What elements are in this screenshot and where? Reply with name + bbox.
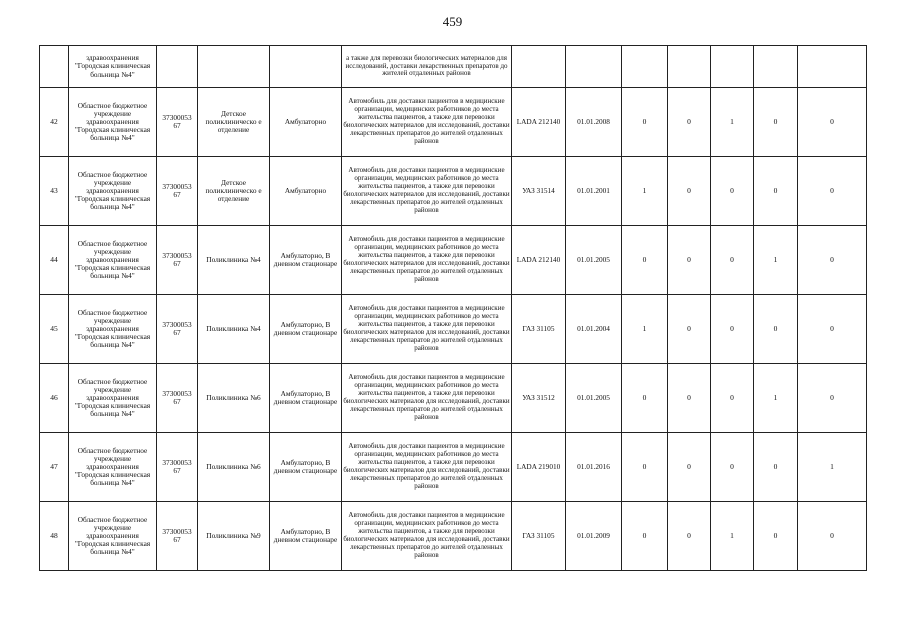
- table-row: [40, 226, 867, 295]
- cell-care-type: Амбулаторно, В дневном стационаре: [270, 364, 342, 433]
- cell-model: [512, 46, 566, 88]
- cell-date: 01.01.2016: [566, 433, 622, 502]
- cell-care-type: Амбулаторно: [270, 157, 342, 226]
- cell-model: УАЗ 31512: [512, 364, 566, 433]
- cell-flag-5: 0: [798, 295, 867, 364]
- cell-model: LADA 212140: [512, 88, 566, 157]
- cell-flag-2: 0: [668, 502, 711, 571]
- cell-flag-4: 0: [754, 502, 798, 571]
- cell-flag-5: 0: [798, 502, 867, 571]
- table-row: [40, 364, 867, 433]
- cell-date: 01.01.2008: [566, 88, 622, 157]
- cell-organization: Областное бюджетное учреждение здравоохранения "Городская клиническая больница №4": [69, 88, 157, 157]
- cell-unit: Детское поликлиническо е отделение: [198, 157, 270, 226]
- cell-flag-3: 0: [711, 295, 754, 364]
- cell-flag-4: 0: [754, 157, 798, 226]
- cell-flag-5: 0: [798, 157, 867, 226]
- cell-model: LADA 212140: [512, 226, 566, 295]
- cell-inn: 37300053 67: [157, 364, 198, 433]
- cell-unit: Поликлиника №6: [198, 433, 270, 502]
- cell-purpose: Автомобиль для доставки пациентов в медицинские организации, медицинских работников до места жительства пациентов, а также для перевозки биологических материалов для исследований, доставки лекарственных препаратов до жителей отдаленных районов: [342, 226, 512, 295]
- cell-organization: Областное бюджетное учреждение здравоохранения "Городская клиническая больница №4": [69, 433, 157, 502]
- cell-purpose: Автомобиль для доставки пациентов в медицинские организации, медицинских работников до места жительства пациентов, а также для перевозки биологических материалов для исследований, доставки лекарственных препаратов до жителей отдаленных районов: [342, 433, 512, 502]
- table-row: [40, 433, 867, 502]
- cell-flag-3: 1: [711, 88, 754, 157]
- cell-unit: Поликлиника №6: [198, 364, 270, 433]
- cell-flag-1: 1: [622, 295, 668, 364]
- cell-flag-2: 0: [668, 226, 711, 295]
- cell-flag-5: 1: [798, 433, 867, 502]
- vehicle-table: [39, 45, 867, 571]
- cell-flag-4: 0: [754, 433, 798, 502]
- cell-care-type: Амбулаторно, В дневном стационаре: [270, 295, 342, 364]
- cell-flag-3: 0: [711, 157, 754, 226]
- cell-flag-1: 1: [622, 157, 668, 226]
- cell-model: LADA 219010: [512, 433, 566, 502]
- cell-number: 43: [40, 157, 69, 226]
- cell-flag-4: 0: [754, 295, 798, 364]
- cell-flag-2: 0: [668, 364, 711, 433]
- cell-unit: [198, 46, 270, 88]
- cell-model: УАЗ 31514: [512, 157, 566, 226]
- cell-organization: Областное бюджетное учреждение здравоохранения "Городская клиническая больница №4": [69, 364, 157, 433]
- table-row: [40, 157, 867, 226]
- cell-date: 01.01.2009: [566, 502, 622, 571]
- cell-number: 47: [40, 433, 69, 502]
- cell-number: 45: [40, 295, 69, 364]
- cell-date: [566, 46, 622, 88]
- cell-care-type: [270, 46, 342, 88]
- cell-flag-1: [622, 46, 668, 88]
- cell-flag-2: 0: [668, 157, 711, 226]
- cell-organization: Областное бюджетное учреждение здравоохранения "Городская клиническая больница №4": [69, 226, 157, 295]
- cell-unit: Поликлиника №9: [198, 502, 270, 571]
- cell-unit: Поликлиника №4: [198, 295, 270, 364]
- cell-flag-5: 0: [798, 226, 867, 295]
- cell-flag-1: 0: [622, 226, 668, 295]
- cell-care-type: Амбулаторно: [270, 88, 342, 157]
- cell-purpose: Автомобиль для доставки пациентов в медицинские организации, медицинских работников до места жительства пациентов, а также для перевозки биологических материалов для исследований, доставки лекарственных препаратов до жителей отдаленных районов: [342, 295, 512, 364]
- cell-flag-2: 0: [668, 88, 711, 157]
- cell-number: [40, 46, 69, 88]
- cell-inn: 37300053 67: [157, 433, 198, 502]
- cell-date: 01.01.2001: [566, 157, 622, 226]
- cell-organization: Областное бюджетное учреждение здравоохранения "Городская клиническая больница №4": [69, 295, 157, 364]
- cell-model: ГАЗ 31105: [512, 502, 566, 571]
- cell-flag-4: 0: [754, 88, 798, 157]
- cell-flag-5: [798, 46, 867, 88]
- cell-flag-3: 0: [711, 433, 754, 502]
- cell-flag-4: [754, 46, 798, 88]
- cell-number: 44: [40, 226, 69, 295]
- cell-model: ГАЗ 31105: [512, 295, 566, 364]
- cell-number: 48: [40, 502, 69, 571]
- cell-flag-1: 0: [622, 433, 668, 502]
- cell-care-type: Амбулаторно, В дневном стационаре: [270, 433, 342, 502]
- cell-inn: 37300053 67: [157, 502, 198, 571]
- cell-number: 46: [40, 364, 69, 433]
- cell-purpose: Автомобиль для доставки пациентов в медицинские организации, медицинских работников до места жительства пациентов, а также для перевозки биологических материалов для исследований, доставки лекарственных препаратов до жителей отдаленных районов: [342, 502, 512, 571]
- cell-care-type: Амбулаторно, В дневном стационаре: [270, 226, 342, 295]
- cell-organization: Областное бюджетное учреждение здравоохранения "Городская клиническая больница №4": [69, 157, 157, 226]
- table-row: [40, 295, 867, 364]
- table-row: [40, 502, 867, 571]
- cell-care-type: Амбулаторно, В дневном стационаре: [270, 502, 342, 571]
- cell-flag-1: 0: [622, 88, 668, 157]
- table-row: [40, 88, 867, 157]
- cell-flag-5: 0: [798, 364, 867, 433]
- cell-purpose: Автомобиль для доставки пациентов в медицинские организации, медицинских работников до места жительства пациентов, а также для перевозки биологических материалов для исследований, доставки лекарственных препаратов до жителей отдаленных районов: [342, 88, 512, 157]
- cell-unit: Поликлиника №4: [198, 226, 270, 295]
- cell-inn: 37300053 67: [157, 226, 198, 295]
- cell-purpose: Автомобиль для доставки пациентов в медицинские организации, медицинских работников до места жительства пациентов, а также для перевозки биологических материалов для исследований, доставки лекарственных препаратов до жителей отдаленных районов: [342, 157, 512, 226]
- cell-inn: 37300053 67: [157, 295, 198, 364]
- cell-flag-2: [668, 46, 711, 88]
- cell-inn: [157, 46, 198, 88]
- cell-inn: 37300053 67: [157, 88, 198, 157]
- cell-flag-3: 0: [711, 364, 754, 433]
- cell-inn: 37300053 67: [157, 157, 198, 226]
- cell-flag-1: 0: [622, 364, 668, 433]
- cell-purpose: Автомобиль для доставки пациентов в медицинские организации, медицинских работников до места жительства пациентов, а также для перевозки биологических материалов для исследований, доставки лекарственных препаратов до жителей отдаленных районов: [342, 364, 512, 433]
- cell-flag-3: 0: [711, 226, 754, 295]
- cell-flag-3: 1: [711, 502, 754, 571]
- cell-flag-1: 0: [622, 502, 668, 571]
- cell-date: 01.01.2004: [566, 295, 622, 364]
- cell-flag-4: 1: [754, 226, 798, 295]
- cell-flag-2: 0: [668, 295, 711, 364]
- table-row-continued: [40, 46, 867, 88]
- cell-number: 42: [40, 88, 69, 157]
- cell-date: 01.01.2005: [566, 226, 622, 295]
- cell-purpose: а также для перевозки биологических материалов для исследований, доставки лекарственных препаратов до жителей отдаленных районов: [342, 46, 512, 88]
- cell-date: 01.01.2005: [566, 364, 622, 433]
- cell-flag-3: [711, 46, 754, 88]
- cell-organization: здравоохранения "Городская клиническая больница №4": [69, 46, 157, 88]
- cell-flag-2: 0: [668, 433, 711, 502]
- cell-flag-4: 1: [754, 364, 798, 433]
- cell-unit: Детское поликлиническо е отделение: [198, 88, 270, 157]
- page-number: 459: [442, 14, 463, 29]
- cell-organization: Областное бюджетное учреждение здравоохранения "Городская клиническая больница №4": [69, 502, 157, 571]
- cell-flag-5: 0: [798, 88, 867, 157]
